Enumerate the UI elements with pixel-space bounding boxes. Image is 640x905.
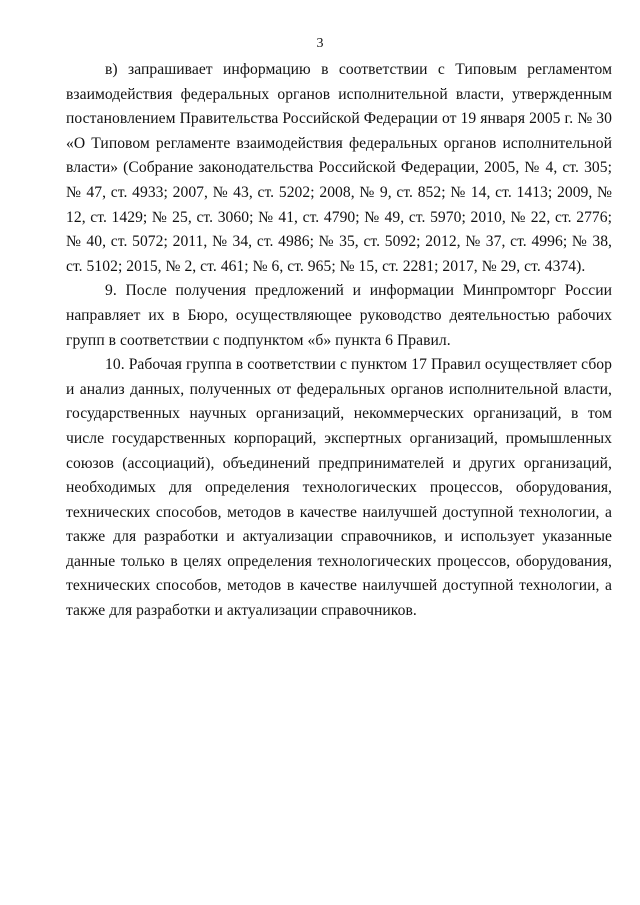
paragraph-clause-10: 10. Рабочая группа в соответствии с пунктом 17 Правил осуществляет сбор и анализ данных, полученных от федеральных органов исполнительной власти, государственных научных организаций, некоммерческих организаций, в том числе государственных корпораций, экспертных организаций, промышленных союзов (ассоциаций), объединений предпринимателей и других организаций, необходимых для определения технологических процессов, оборудования, технических способов, методов в качестве наилучшей доступной технологии, а также для разработки и актуализации справочников, и использует указанные данные только в целях определения технологических процессов, оборудования, технических способов, методов в качестве наилучшей доступной технологии, а также для разработки и актуализации справочников. (66, 356, 612, 620)
page-number: 3 (316, 36, 324, 51)
paragraph-clause-9: 9. После получения предложений и информации Минпромторг России направляет их в Бюро, осуществляющее руководство деятельностью рабочих групп в соответствии с подпунктом «б» пункта 6 Правил. (66, 282, 612, 349)
document-body (66, 58, 612, 624)
paragraph-item-v: в) запрашивает информацию в соответствии с Типовым регламентом взаимодействия федеральных органов исполнительной власти, утвержденным постановлением Правительства Российской Федерации от 19 января 2005 г. № 30 «О Типовом регламенте взаимодействия федеральных органов исполнительной власти» (Собрание законодательства Российской Федерации, 2005, № 4, ст. 305; № 47, ст. 4933; 2007, № 43, ст. 5202; 2008, № 9, ст. 852; № 14, ст. 1413; 2009, № 12, ст. 1429; № 25, ст. 3060; № 41, ст. 4790; № 49, ст. 5970; 2010, № 22, ст. 2776; № 40, ст. 5072; 2011, № 34, ст. 4986; № 35, ст. 5092; 2012, № 37, ст. 4996; № 38, ст. 5102; 2015, № 2, ст. 461; № 6, ст. 965; № 15, ст. 2281; 2017, № 29, ст. 4374). (66, 61, 612, 275)
